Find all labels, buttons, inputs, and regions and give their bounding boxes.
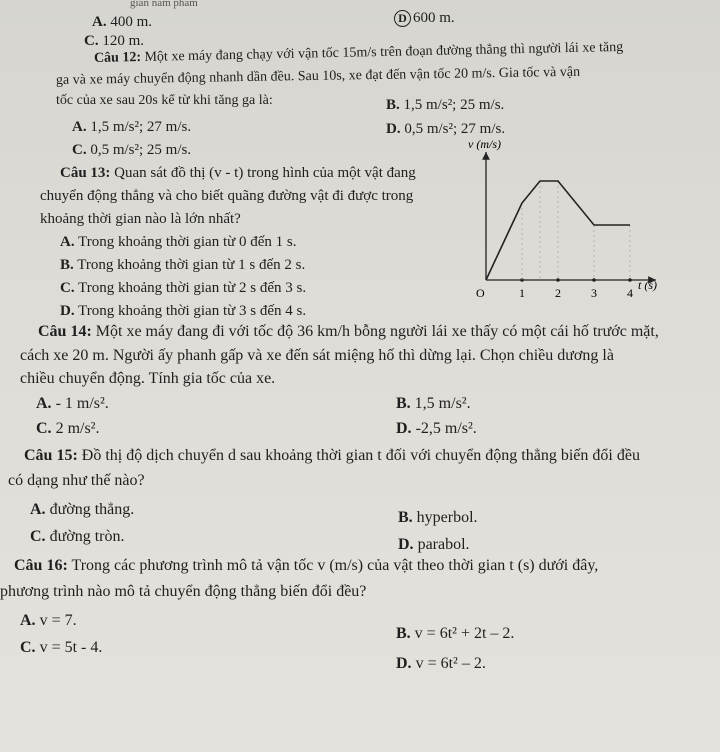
- q12-option-b: [386, 96, 504, 114]
- option-label: A.: [72, 119, 87, 135]
- origin-label: O: [476, 286, 485, 300]
- option-label: A.: [36, 395, 52, 412]
- q16-option-a: [20, 611, 77, 631]
- question-text: Quan sát đồ thị (v - t) trong hình của một vật đang: [114, 165, 416, 181]
- option-text: 0,5 m/s²; 27 m/s.: [404, 121, 506, 137]
- q14-line3: chiều chuyển động. Tính gia tốc của xe.: [20, 370, 276, 387]
- q15-line1: [24, 446, 640, 466]
- q14-option-b: [396, 394, 471, 414]
- x-tick-label: 1: [519, 286, 525, 300]
- q16-option-d: [396, 654, 486, 674]
- question-label: Câu 12:: [93, 50, 142, 66]
- option-text: 120 m.: [102, 33, 145, 49]
- option-text: Trong khoảng thời gian từ 2 s đến 3 s.: [78, 280, 307, 296]
- option-label: A.: [20, 612, 36, 629]
- x-tick-label: 2: [555, 286, 561, 300]
- option-text: v = 6t² + 2t – 2.: [414, 625, 515, 642]
- q13-option-c: [60, 279, 306, 297]
- guide-lines: [522, 181, 630, 280]
- q13-line1: [60, 164, 416, 182]
- option-text: parabol.: [417, 536, 470, 553]
- q15-option-a: [30, 500, 134, 520]
- prev-option-d: [394, 9, 455, 27]
- q16-option-c: [20, 638, 102, 658]
- q16-option-b: [396, 624, 514, 644]
- option-label: A.: [30, 501, 46, 518]
- option-text: Trong khoảng thời gian từ 0 đến 1 s.: [78, 234, 297, 250]
- q14-option-c: [36, 419, 99, 439]
- q13-option-a: [60, 233, 297, 251]
- option-text: hyperbol.: [416, 509, 478, 526]
- option-label: D.: [60, 303, 75, 319]
- option-text: Trong khoảng thời gian từ 3 s đến 4 s.: [78, 303, 307, 319]
- option-label: B.: [396, 625, 411, 642]
- option-label: D.: [386, 121, 401, 137]
- option-text: 1,5 m/s²; 27 m/s.: [90, 119, 192, 135]
- question-text: Đồ thị độ dịch chuyển d sau khoảng thời gian t đối với chuyển động thẳng biến đổi đều: [81, 447, 640, 464]
- option-label: A.: [60, 234, 75, 250]
- velocity-time-graph: [466, 140, 666, 310]
- option-text: Trong khoảng thời gian từ 1 s đến 2 s.: [77, 257, 306, 273]
- q13-line3: khoảng thời gian nào là lớn nhất?: [40, 211, 241, 227]
- x-tick-label: 3: [591, 286, 597, 300]
- q13-line2: chuyển động thẳng và cho biết quãng đường vật đi được trong: [40, 188, 414, 204]
- q15-option-d: [398, 535, 470, 555]
- q12-option-a: [72, 118, 191, 136]
- option-label: B.: [386, 97, 400, 113]
- option-label: D.: [396, 655, 412, 672]
- q15-line2: có dạng như thế nào?: [8, 472, 145, 489]
- option-text: đường thẳng.: [49, 501, 135, 518]
- q14-line1: [38, 322, 659, 342]
- q12-line3: tốc của xe sau 20s kể từ khi tăng ga là:: [56, 93, 273, 108]
- option-label: A.: [92, 14, 107, 30]
- prev-option-c: [84, 32, 144, 50]
- option-label: D.: [398, 536, 414, 553]
- option-text: 0,5 m/s²; 25 m/s.: [90, 142, 192, 158]
- option-label: B.: [396, 395, 411, 412]
- option-label: C.: [60, 280, 75, 296]
- question-label: Câu 13:: [60, 165, 111, 181]
- question-text: Một xe máy đang đi với tốc độ 36 km/h bỗng người lái xe thấy có một cái hố trước mặt,: [95, 323, 659, 340]
- selected-answer-circle: D: [394, 10, 411, 27]
- q15-option-c: [30, 527, 124, 547]
- option-text: - 1 m/s².: [55, 395, 109, 412]
- option-text: 1,5 m/s²; 25 m/s.: [403, 97, 505, 113]
- q14-line2: cách xe 20 m. Người ấy phanh gấp và xe đến sát miệng hố thì dừng lại. Chọn chiều dương là: [20, 347, 614, 364]
- option-text: -2,5 m/s².: [415, 420, 477, 437]
- option-label: C.: [20, 639, 36, 656]
- option-text: đường tròn.: [49, 528, 125, 545]
- question-label: Câu 14:: [38, 323, 92, 340]
- x-axis-label: t (s): [638, 278, 657, 292]
- question-text: Một xe máy đang chạy với vận tốc 15m/s trên đoạn đường thẳng thì người lái xe tăng: [144, 39, 624, 65]
- option-label: B.: [60, 257, 74, 273]
- x-tick-label: 4: [627, 286, 633, 300]
- q16-line2: phương trình nào mô tả chuyển động thẳng biến đổi đều?: [0, 583, 367, 600]
- q16-line1: [14, 556, 598, 576]
- x-ticks: [519, 278, 633, 300]
- question-label: Câu 15:: [24, 447, 78, 464]
- q12-option-c: [72, 141, 191, 159]
- velocity-series-line: [486, 181, 630, 280]
- option-text: 2 m/s².: [55, 420, 100, 437]
- option-label: D.: [396, 420, 412, 437]
- option-text: 1,5 m/s².: [414, 395, 471, 412]
- option-label: C.: [72, 142, 87, 158]
- q14-option-d: [396, 419, 477, 439]
- option-label: B.: [398, 509, 413, 526]
- cut-header-text: gian nam pham: [130, 0, 198, 9]
- option-label: C.: [36, 420, 52, 437]
- question-label: Câu 16:: [14, 557, 68, 574]
- option-text: 400 m.: [110, 14, 153, 30]
- q15-option-b: [398, 508, 478, 528]
- option-text: v = 6t² – 2.: [415, 655, 486, 672]
- y-axis-label: v (m/s): [468, 140, 501, 151]
- q12-option-d: [386, 120, 505, 138]
- question-text: Trong các phương trình mô tả vận tốc v (m/s) của vật theo thời gian t (s) dưới đây,: [71, 557, 599, 574]
- q13-option-b: [60, 256, 305, 274]
- option-text: v = 5t - 4.: [39, 639, 103, 656]
- option-text: v = 7.: [39, 612, 77, 629]
- q14-option-a: [36, 394, 109, 414]
- option-label: C.: [84, 33, 99, 49]
- q12-line2: ga và xe máy chuyển động nhanh dần đều. Sau 10s, xe đạt đến vận tốc 20 m/s. Gia tốc và vận: [55, 64, 581, 88]
- option-label: C.: [30, 528, 46, 545]
- q13-option-d: [60, 302, 306, 320]
- prev-option-a: [92, 13, 152, 31]
- option-text: 600 m.: [413, 10, 455, 26]
